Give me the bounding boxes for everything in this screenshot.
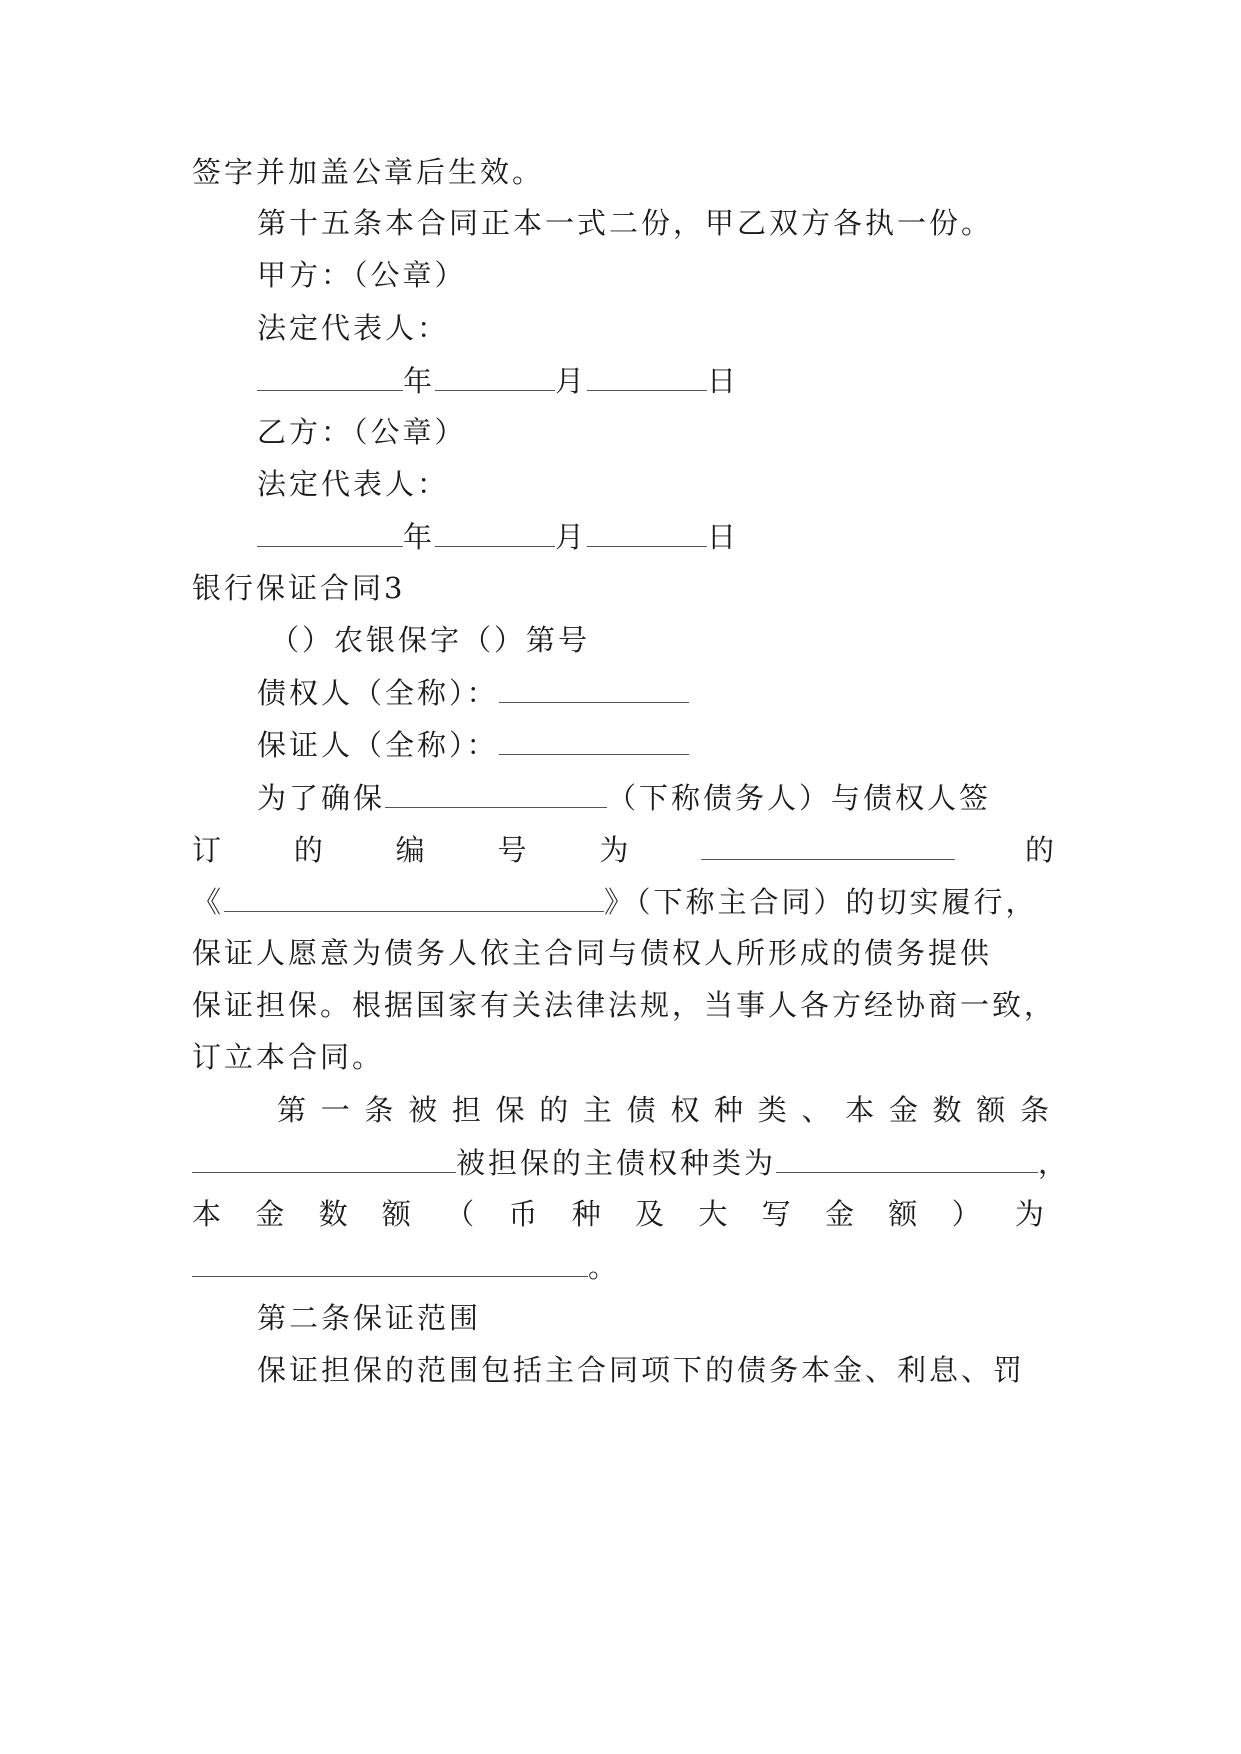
- article-2-heading: 第二条保证范围: [257, 1301, 482, 1335]
- amount-line: [192, 1246, 1052, 1286]
- day-label: 日: [707, 520, 740, 554]
- char: 为: [599, 833, 632, 867]
- text-line: 保证人愿意为债务人依主合同与债权人所形成的债务提供: [192, 936, 993, 970]
- char: 本: [845, 1093, 878, 1127]
- contract-title: 银行保证合同3: [192, 571, 406, 605]
- month-blank: [435, 516, 555, 547]
- char: 担: [451, 1093, 484, 1127]
- creditor-line: [257, 672, 1117, 712]
- text-line: 签字并加盖公章后生效。: [192, 155, 545, 189]
- debt-type-text: 被担保的主债权种类为: [456, 1146, 777, 1180]
- char: ）: [951, 1197, 984, 1231]
- purpose-text-a: 为了确保: [257, 781, 386, 815]
- char: 额: [976, 1093, 1009, 1127]
- creditor-label: 债权人（全称）：: [257, 676, 499, 710]
- char: 一: [320, 1093, 353, 1127]
- char: 数: [318, 1197, 351, 1231]
- main-contract-text: 》（下称主合同）的切实履行，: [604, 885, 1038, 919]
- party-a-seal: 甲方：（公章）: [257, 258, 467, 292]
- char: 的: [293, 833, 326, 867]
- principal-line: [192, 1194, 1047, 1234]
- day-blank: [587, 516, 707, 547]
- char: （: [445, 1197, 478, 1231]
- year-label: 年: [403, 364, 436, 398]
- text-line: 保证担保的范围包括主合同项下的债务本金、利息、罚: [257, 1353, 1026, 1387]
- text-line: 保证担保。根据国家有关法律法规，当事人各方经协商一致，: [192, 988, 1057, 1022]
- debt-type-line: [192, 1142, 1072, 1182]
- char: 权: [670, 1093, 703, 1127]
- day-label: 日: [707, 364, 740, 398]
- char: 及: [635, 1197, 668, 1231]
- creditor-blank: [499, 672, 689, 703]
- char: 编: [395, 833, 428, 867]
- party-b-representative: 法定代表人：: [257, 467, 450, 501]
- char: 条: [364, 1093, 397, 1127]
- main-contract-line: [192, 881, 1052, 921]
- year-blank: [257, 516, 403, 547]
- year-blank: [257, 360, 403, 391]
- char: 保: [495, 1093, 528, 1127]
- char: 第: [277, 1093, 310, 1127]
- party-b-seal: 乙方：（公章）: [257, 415, 467, 449]
- char: 金: [824, 1197, 857, 1231]
- char: 金: [888, 1093, 921, 1127]
- party-a-date-line: [257, 360, 1117, 400]
- party-b-date-line: [257, 516, 1117, 556]
- char: 种: [571, 1197, 604, 1231]
- month-label: 月: [555, 520, 588, 554]
- char: 本: [192, 1197, 225, 1231]
- debt-type-blank: [776, 1142, 1038, 1173]
- amount-blank: [192, 1246, 588, 1277]
- month-label: 月: [555, 364, 588, 398]
- char: 数: [932, 1093, 965, 1127]
- debtor-blank: [385, 777, 607, 808]
- period: 。: [588, 1250, 621, 1284]
- purpose-text-b: （下称债务人）与债权人签: [607, 781, 992, 815]
- char: 种: [714, 1093, 747, 1127]
- char: 、: [801, 1093, 834, 1127]
- contract-number: （）农银保字（）第号: [270, 623, 591, 657]
- char: 的: [539, 1093, 572, 1127]
- bracket-open: 《: [192, 885, 225, 919]
- char: 债: [626, 1093, 659, 1127]
- text-line: 订立本合同。: [192, 1040, 385, 1074]
- article-15: 第十五条本合同正本一式二份，甲乙双方各执一份。: [257, 206, 994, 240]
- char: 金: [255, 1197, 288, 1231]
- day-blank: [587, 360, 707, 391]
- justified-line: [192, 829, 1057, 869]
- char: 为: [1014, 1197, 1047, 1231]
- guarantor-label: 保证人（全称）：: [257, 728, 499, 762]
- char: 大: [698, 1197, 731, 1231]
- month-blank: [435, 360, 555, 391]
- char: 类: [757, 1093, 790, 1127]
- guarantor-blank: [499, 724, 689, 755]
- char: 的: [1024, 833, 1057, 867]
- party-a-representative: 法定代表人：: [257, 311, 450, 345]
- year-label: 年: [403, 520, 436, 554]
- char: 号: [497, 833, 530, 867]
- char: 币: [508, 1197, 541, 1231]
- article-blank: [192, 1142, 456, 1173]
- char: 条: [1019, 1093, 1052, 1127]
- purpose-line: [257, 777, 1057, 817]
- char: 订: [192, 833, 225, 867]
- article-1-heading: [277, 1090, 1052, 1130]
- char: 额: [381, 1197, 414, 1231]
- contract-name-blank: [224, 881, 604, 912]
- char: 额: [888, 1197, 921, 1231]
- char: 主: [582, 1093, 615, 1127]
- guarantor-line: [257, 724, 1117, 764]
- char: 被: [408, 1093, 441, 1127]
- comma: ，: [1038, 1146, 1071, 1180]
- char: 写: [761, 1197, 794, 1231]
- contract-no-blank: [701, 829, 955, 860]
